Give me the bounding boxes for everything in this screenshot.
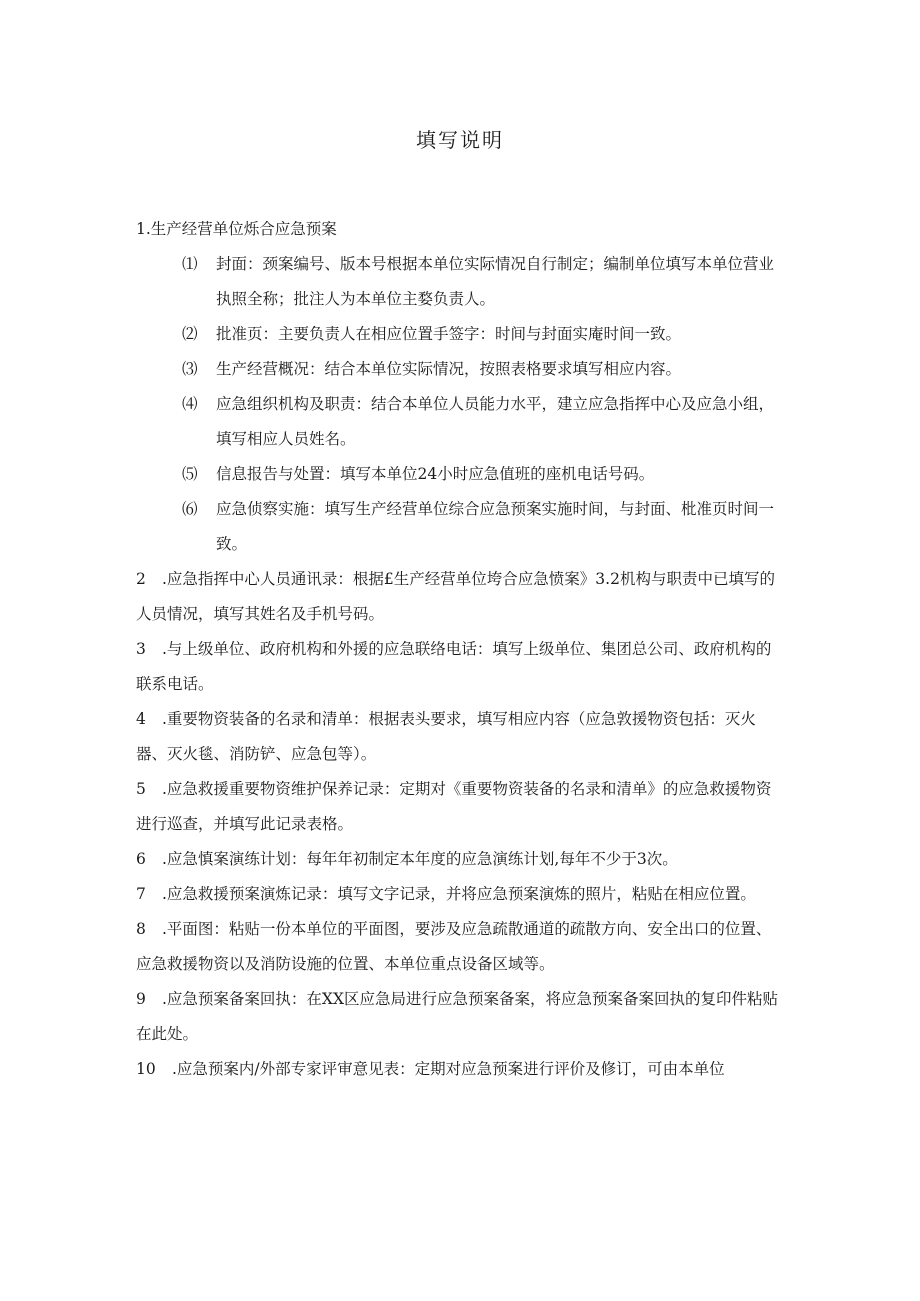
item-text: 应急侦察实施：填写生产经营单位综合应急预案实施时间，与封面、枇准页时间一致。 (216, 500, 775, 553)
section-1-item (136, 317, 786, 352)
item-text: .应急预案备案回执：在XX区应急局进行应急预案备案，将应急预案备案回执的复印件粘贴在此处。 (136, 990, 778, 1043)
item-number: 7 (136, 885, 146, 903)
list-item (136, 982, 786, 1052)
item-number: ⑴ (182, 255, 198, 273)
list-item (136, 877, 786, 912)
list-item (136, 702, 786, 772)
item-text: .应急救援预案演炼记录：填写文字记录，并将应急预案演炼的照片，粘贴在相应位置。 (162, 885, 756, 903)
item-number: ⑷ (182, 395, 198, 413)
item-text: .平面图：粘贴一份本单位的平面图，要涉及应急疏散通道的疏散方向、安全出口的位置、应急救援物资以及消防设施的位置、本单位重点设备区域等。 (136, 920, 772, 973)
item-text: .应急慎案演练计划：每年年初制定本年度的应急演练计划,每年不少于3次。 (162, 850, 678, 868)
section-1-item (136, 492, 786, 562)
item-text: .与上级单位、政府机构和外援的应急联络电话：填写上级单位、集团总公司、政府机构的联系电话。 (136, 640, 772, 693)
item-number: ⑸ (182, 465, 198, 483)
list-item (136, 632, 786, 702)
item-number: 6 (136, 850, 146, 868)
item-text: .应急救援重要物资维护保养记录：定期对《重要物资装备的名录和清单》的应急救援物资进行巡查，并填写此记录表格。 (136, 780, 772, 833)
item-number: ⑶ (182, 360, 198, 378)
item-number: ⑵ (182, 325, 198, 343)
list-item (136, 1052, 786, 1087)
item-text: 信息报告与处置：填写本单位24小时应急值班的座机电话号码。 (216, 465, 655, 483)
section-1-item (136, 247, 786, 317)
item-number: ⑹ (182, 500, 198, 518)
list-item (136, 562, 786, 632)
item-text: 封面：颈案编号、版本号根据本单位实际情况自行制定；编制单位填写本单位营业执照全称；批注人为本单位主婺负责人。 (216, 255, 775, 308)
item-number: 2 (136, 570, 146, 588)
section-1-heading: 1.生产经营单位烁合应急预案 (136, 220, 337, 238)
section-1-item (136, 387, 786, 457)
item-text: .应急指挥中心人员通讯录：根据£生产经营单位垮合应急愤案》3.2机构与职责中已填写的人员情况，填写其姓名及手机号码。 (136, 570, 775, 623)
item-number: 3 (136, 640, 146, 658)
list-item (136, 772, 786, 842)
instructions-body (136, 212, 786, 1087)
section-1-item (136, 352, 786, 387)
list-item (136, 842, 786, 877)
section-1-item (136, 457, 786, 492)
page-title: 填写说明 (416, 128, 504, 152)
item-text: 生产经营概况：结合本单位实际情况，按照表格要求填写相应内容。 (216, 360, 682, 378)
item-number: 8 (136, 920, 146, 938)
item-text: 应急组织机构及职责：结合本单位人员能力水平，建立应急指挥中心及应急小组，填写相应人员姓名。 (216, 395, 775, 448)
item-number: 5 (136, 780, 146, 798)
item-text: .重要物资装备的名录和清单：根据表头要求，填写相应内容（应急敦援物资包括：灭火器、灭火毯、消防铲、应急包等）。 (136, 710, 756, 763)
item-text: 批准页：主要负责人在相应位置手签字：时间与封面实庵时间一致。 (216, 325, 682, 343)
item-text: .应急预案内/外部专家评审意见表：定期对应急预案进行评价及修订，可由本单位 (172, 1060, 725, 1078)
list-item (136, 912, 786, 982)
item-number: 4 (136, 710, 146, 728)
item-number: 10 (136, 1060, 156, 1078)
item-number: 9 (136, 990, 146, 1008)
